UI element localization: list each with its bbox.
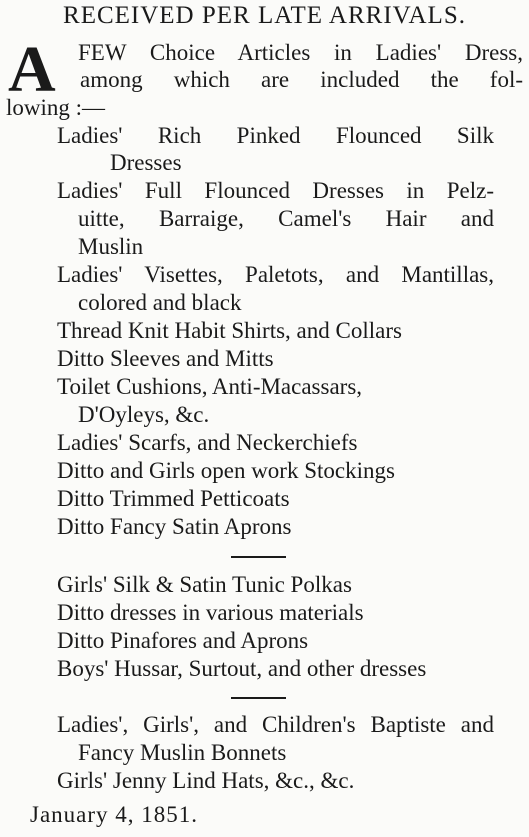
dateline: January 4, 1851. xyxy=(30,802,199,827)
list-item: Ladies' Visettes, Paletots, and Mantillas, xyxy=(57,262,494,287)
list-item: Fancy Muslin Bonnets xyxy=(78,740,287,765)
section-divider xyxy=(231,556,286,558)
list-item: colored and black xyxy=(78,290,242,315)
list-item: Ditto Fancy Satin Aprons xyxy=(57,514,292,539)
intro-line-3: lowing :— xyxy=(6,95,106,120)
section-divider xyxy=(231,697,286,699)
list-item: Ditto Trimmed Petticoats xyxy=(57,486,290,511)
list-item: Ladies' Full Flounced Dresses in Pelz- xyxy=(57,178,494,203)
list-item: Thread Knit Habit Shirts, and Collars xyxy=(57,318,402,343)
list-item: Ditto and Girls open work Stockings xyxy=(57,458,395,483)
list-item: Ladies' Rich Pinked Flounced Silk xyxy=(57,123,494,148)
list-item: D'Oyleys, &c. xyxy=(78,402,210,427)
list-item: Boys' Hussar, Surtout, and other dresses xyxy=(57,656,427,681)
list-item: Toilet Cushions, Anti-Macassars, xyxy=(57,374,363,399)
list-item: Dresses xyxy=(110,150,182,175)
list-item: Ladies' Scarfs, and Neckerchiefs xyxy=(57,430,358,455)
drop-cap: A xyxy=(8,33,56,106)
list-item: Ditto dresses in various materials xyxy=(57,600,364,625)
list-item: Ladies', Girls', and Children's Baptiste and xyxy=(57,712,494,737)
list-item: Ditto Sleeves and Mitts xyxy=(57,346,274,371)
headline: RECEIVED PER LATE ARRIVALS. xyxy=(63,2,466,29)
list-item: Girls' Jenny Lind Hats, &c., &c. xyxy=(57,768,355,793)
list-item: uitte, Barraige, Camel's Hair and xyxy=(78,206,494,231)
list-item: Girls' Silk & Satin Tunic Polkas xyxy=(57,572,352,597)
list-item: Ditto Pinafores and Aprons xyxy=(57,628,309,653)
list-item: Muslin xyxy=(78,234,144,259)
intro-line-2: among which are included the fol- xyxy=(80,67,523,92)
intro-line-1: FEW Choice Articles in Ladies' Dress, xyxy=(78,40,523,65)
